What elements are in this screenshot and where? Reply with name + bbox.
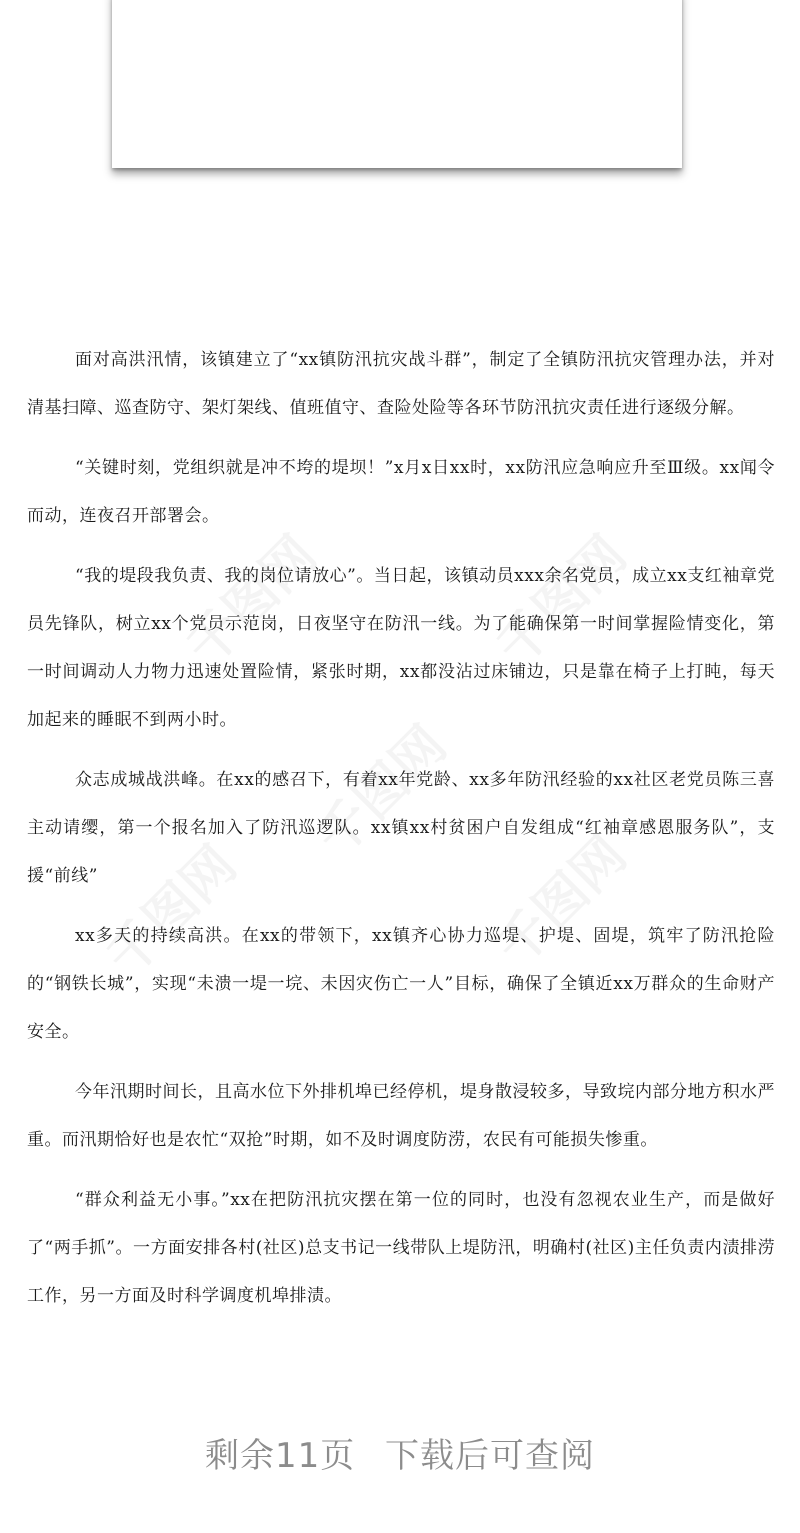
paragraph: “我的堤段我负责、我的岗位请放心”。当日起，该镇动员xxx余名党员，成立xx支红袖章党员先锋队，树立xx个党员示范岗，日夜坚守在防汛一线。为了能确保第一时间掌握险情变化，第一时间调动人力物力迅速处置险情，紧张时期，xx都没沾过床铺边，只是靠在椅子上打盹，每天加起来的睡眠不到两小时。 [27, 566, 775, 730]
paragraph: “群众利益无小事。”xx在把防汛抗灾摆在第一位的同时，也没有忽视农业生产，而是做好了“两手抓”。一方面安排各村(社区)总支书记一线带队上堤防汛，明确村(社区)主任负责内渍排涝工作，另一方面及时科学调度机埠排渍。 [27, 1190, 775, 1306]
paragraph: 众志成城战洪峰。在xx的感召下，有着xx年党龄、xx多年防汛经验的xx社区老党员陈三喜主动请缨，第一个报名加入了防汛巡逻队。xx镇xx村贫困户自发组成“红袖章感恩服务队”，支援“前线” [27, 770, 775, 886]
paragraph: xx多天的持续高洪。在xx的带领下，xx镇齐心协力巡堤、护堤、固堤，筑牢了防汛抢险的“钢铁长城”，实现“未溃一堤一垸、未因灾伤亡一人”目标，确保了全镇近xx万群众的生命财产安全。 [27, 926, 775, 1042]
paragraph: 面对高洪汛情，该镇建立了“xx镇防汛抗灾战斗群”，制定了全镇防汛抗灾管理办法，并对清基扫障、巡查防守、架灯架线、值班值守、查险处险等各环节防汛抗灾责任进行逐级分解。 [27, 350, 775, 418]
paragraph: “关键时刻，党组织就是冲不垮的堤坝！”x月x日xx时，xx防汛应急响应升至Ⅲ级。xx闻令而动，连夜召开部署会。 [27, 458, 775, 526]
cover-page-preview [112, 0, 682, 168]
paragraph: 今年汛期时间长，且高水位下外排机埠已经停机，堤身散浸较多，导致垸内部分地方积水严重。而汛期恰好也是农忙“双抢”时期，如不及时调度防涝，农民有可能损失惨重。 [27, 1082, 775, 1150]
article-body [27, 336, 775, 1332]
remaining-pages-notice[interactable]: 剩余11页 下载后可查阅 [204, 1436, 596, 1476]
